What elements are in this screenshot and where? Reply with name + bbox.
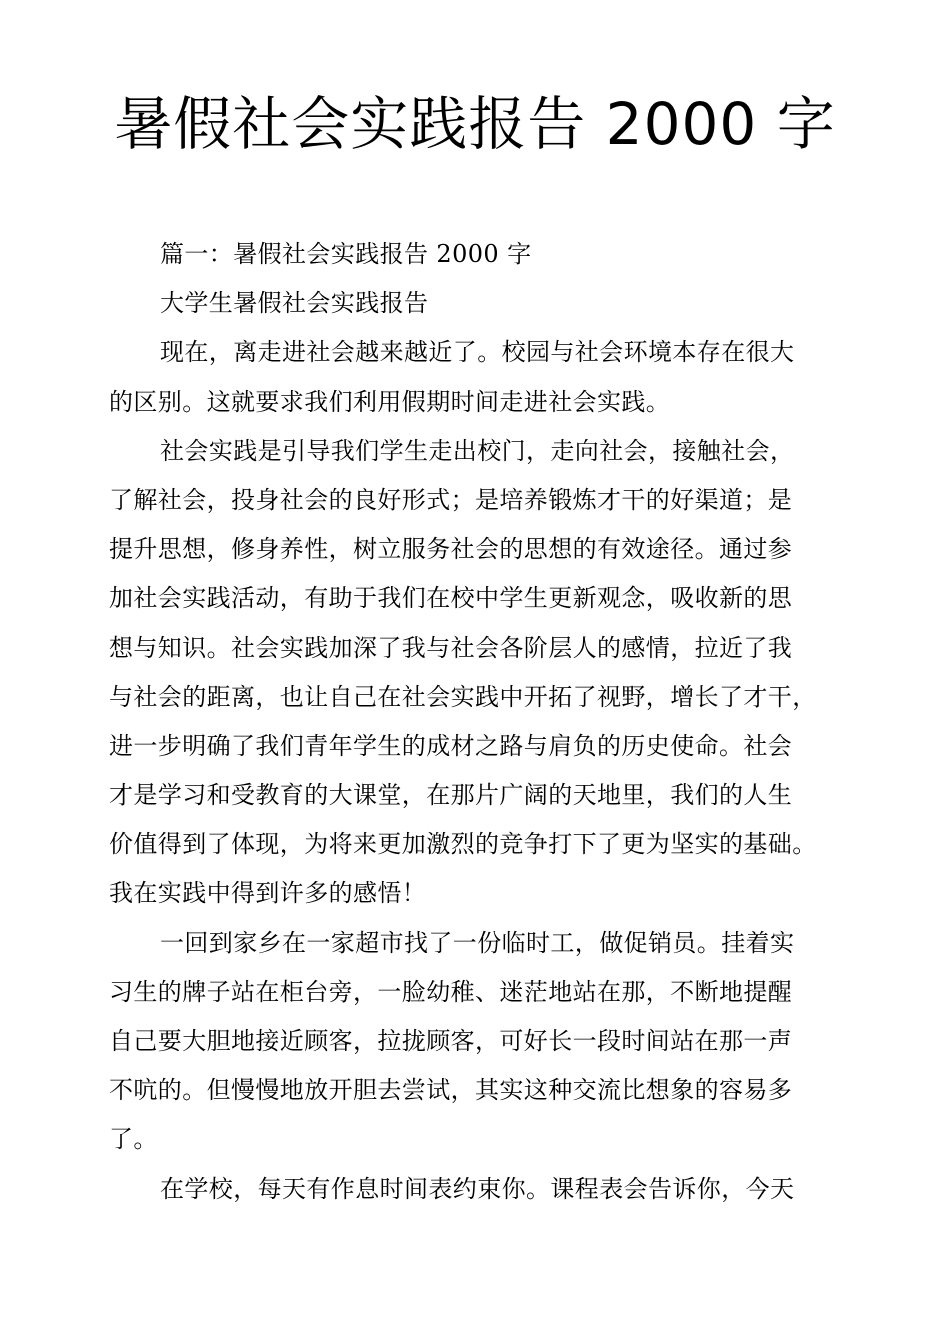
text-line: 了解社会，投身社会的良好形式；是培养锻炼才干的好渠道；是: [109, 485, 793, 514]
document-title: 暑假社会实践报告 2000 字: [114, 90, 836, 158]
text-line: 与社会的距离，也让自己在社会实践中开拓了视野，增长了才干，: [109, 682, 817, 711]
text-line: 习生的牌子站在柜台旁，一脸幼稚、迷茫地站在那，不断地提醒: [109, 977, 793, 1006]
text-line: 加社会实践活动，有助于我们在校中学生更新观念，吸收新的思: [109, 584, 793, 613]
text-line: 进一步明确了我们青年学生的成材之路与肩负的历史使命。社会: [109, 731, 793, 760]
text-line: 自己要大胆地接近顾客，拉拢顾客，可好长一段时间站在那一声: [109, 1027, 793, 1055]
text-line: 在学校，每天有作息时间表约束你。课程表会告诉你，今天: [160, 1174, 795, 1203]
text-line: 才是学习和受教育的大课堂，在那片广阔的天地里，我们的人生: [109, 781, 793, 810]
text-line: 想与知识。社会实践加深了我与社会各阶层人的感情，拉近了我: [109, 633, 793, 662]
document-body: [109, 230, 869, 1214]
text-line: 大学生暑假社会实践报告: [160, 289, 429, 318]
text-line: 一回到家乡在一家超市找了一份临时工，做促销员。挂着实: [160, 928, 795, 957]
text-line: 提升思想，修身养性，树立服务社会的思想的有效途径。通过参: [109, 535, 793, 564]
text-line: 不吭的。但慢慢地放开胆去尝试，其实这种交流比想象的容易多: [109, 1076, 793, 1105]
text-line: 的区别。这就要求我们利用假期时间走进社会实践。: [109, 387, 671, 416]
text-line: 社会实践是引导我们学生走出校门，走向社会，接触社会，: [160, 436, 795, 465]
text-line: 价值得到了体现，为将来更加激烈的竞争打下了更为坚实的基础。: [109, 830, 817, 859]
text-line: 我在实践中得到许多的感悟！: [109, 879, 427, 908]
text-line: 现在，离走进社会越来越近了。校园与社会环境本存在很大: [160, 338, 795, 367]
text-line: 了。: [109, 1125, 158, 1154]
text-line: 篇一：暑假社会实践报告 2000 字: [160, 240, 532, 268]
